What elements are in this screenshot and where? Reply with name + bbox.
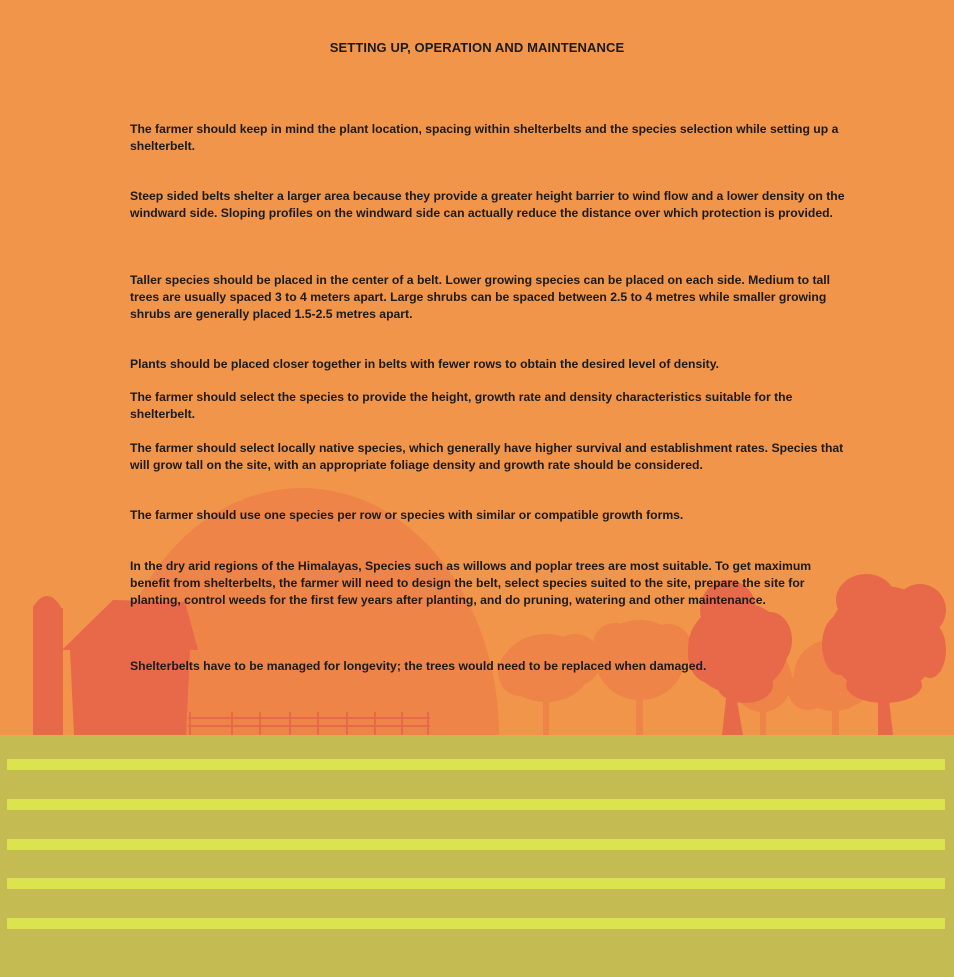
field [0,735,954,977]
field-stripe [7,759,945,770]
paragraph-setup: The farmer should keep in mind the plant location, spacing within shelterbelts and the species selection while setting up a shelterbelt. [130,122,839,153]
field-stripe [7,918,945,929]
paragraph-longevity: Shelterbelts have to be managed for longevity; the trees would need to be replaced when damaged. [130,659,707,673]
page-title: SETTING UP, OPERATION AND MAINTENANCE [329,40,625,55]
silo [33,596,63,735]
paragraph-himalayas: In the dry arid regions of the Himalayas, Species such as willows and poplar trees are most suitable. To get maximum benefit from shelterbelts, the farmer will need to design the belt, select species suited to the site, prepare the site for planting, control weeds for the first few years after planting, and do pruning, watering and other maintenance. [130,559,812,607]
field-stripe [7,878,945,889]
field-stripe [7,839,945,850]
paragraph-density: Plants should be placed closer together in belts with fewer rows to obtain the desired level of density. [130,357,719,371]
paragraph-spacing: Taller species should be placed in the center of a belt. Lower growing species can be placed on each side. Medium to tall trees are usually spaced 3 to 4 meters apart. Large shrubs can be spaced between 2.5 to 4 metres while smaller growing shrubs are generally placed 1.5-2.5 metres apart. [130,273,831,321]
paragraph-one-species-per-row: The farmer should use one species per row or species with similar or compatible growth forms. [130,508,684,522]
paragraph-steep-belts: Steep sided belts shelter a larger area because they provide a greater height barrier to wind flow and a lower density on the windward side. Sloping profiles on the windward side can actually reduce the distance over which protection is provided. [130,189,845,220]
paragraph-species-selection: The farmer should select the species to provide the height, growth rate and density characteristics suitable for the shelterbelt. [130,390,793,421]
field-stripe [7,799,945,810]
paragraph-native-species: The farmer should select locally native species, which generally have higher survival and establishment rates. Species that will grow tall on the site, with an appropriate foliage density and growth rate should be considered. [130,441,844,472]
